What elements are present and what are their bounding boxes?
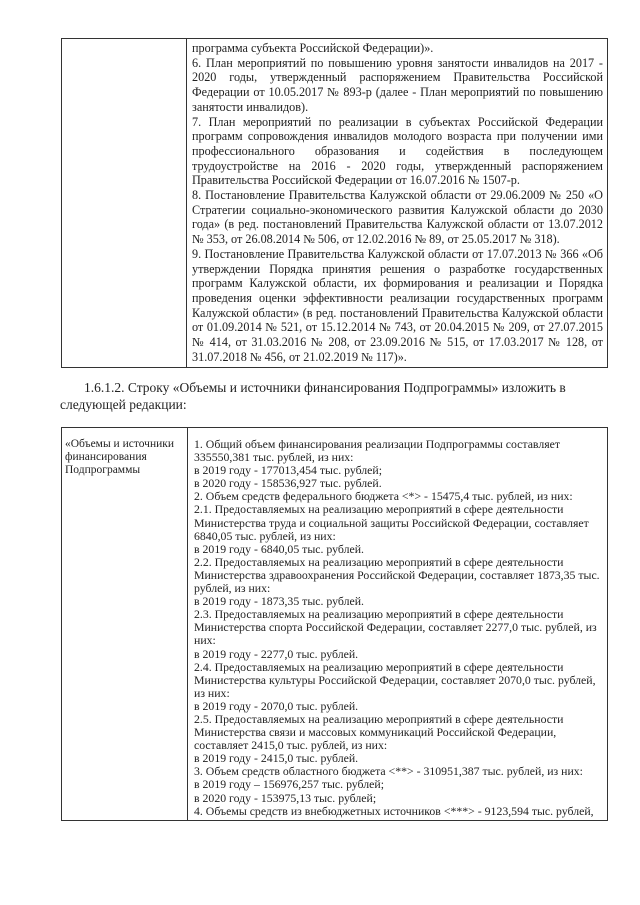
funding-line: 1. Общий объем финансирования реализации Подпрограммы составляет 335550,381 тыс. рублей, из них:	[194, 437, 561, 465]
funding-line: 2.3. Предоставляемых на реализацию мероприятий в сфере деятельности Министерства спорта Российской Федерации, составляет 2277,0 тыс. рублей, из них:	[194, 607, 597, 648]
funding-label-line: «Объемы и источники	[65, 438, 174, 450]
paragraph-item-6: 6. План мероприятий по повышению уровня занятости инвалидов на 2017 - 2020 годы, утвержденный распоряжением Правительства Российской Федерации от 10.05.2017 № 893-р (далее - План мероприятий по повышению занятости инвалидов).	[192, 55, 603, 114]
funding-line: в 2019 году - 177013,454 тыс. рублей;	[194, 463, 383, 478]
paragraph-item-7: 7. План мероприятий по реализации в субъектах Российской Федерации программ сопровождения инвалидов молодого возраста при получении ими профессионального образования и содействия в последующем трудоустройстве на 2016 - 2020 годы, утвержденный распоряжением Правительства Российской Федерации от 16.07.2016 № 1507-р.	[192, 114, 603, 188]
funding-line: 2.1. Предоставляемых на реализацию мероприятий в сфере деятельности Министерства труда и социальной защиты Российской Федерации, составляет 6840,05 тыс. рублей, из них:	[194, 502, 589, 543]
funding-line: 2.5. Предоставляемых на реализацию мероприятий в сфере деятельности Министерства связи и массовых коммуникаций Российской Федерации, составляет 2415,0 тыс. рублей, из них:	[194, 711, 564, 753]
amendment-line-1: 1.6.1.2. Строку «Объемы и источники финансирования Подпрограммы» изложить в	[84, 380, 566, 395]
funding-line: 2. Объем средств федерального бюджета <*> - 15475,4 тыс. рублей, из них:	[194, 489, 573, 504]
funding-line: 2.2. Предоставляемых на реализацию мероприятий в сфере деятельности Министерства здравоохранения Российской Федерации, составляет 1873,35 тыс. рублей, из них:	[194, 554, 600, 596]
funding-line: 3. Объем средств областного бюджета <**> - 310951,387 тыс. рублей, из них:	[194, 764, 583, 779]
amendment-instruction	[60, 379, 610, 413]
table-left-cell	[62, 39, 187, 368]
funding-line: в 2019 году - 6840,05 тыс. рублей.	[194, 541, 364, 556]
amendment-line-2: следующей редакции:	[60, 397, 187, 412]
funding-table	[61, 427, 608, 821]
funding-line: в 2019 году - 2415,0 тыс. рублей.	[194, 751, 359, 766]
funding-label-line: Подпрограммы	[65, 464, 141, 476]
funding-line: 2.4. Предоставляемых на реализацию мероприятий в сфере деятельности Министерства культуры Российской Федерации, составляет 2070,0 тыс. рублей, из них:	[194, 659, 596, 700]
funding-line: в 2019 году - 2277,0 тыс. рублей.	[194, 646, 359, 661]
paragraph-item-9: 9. Постановление Правительства Калужской области от 17.07.2013 № 366 «Об утверждении Порядка принятия решения о разработке государственных программ Калужской области, их формирования и реализации и Порядка проведения оценки эффективности реализации государственных программ Калужской области» (в ред. постановлений Правительства Калужской области от 01.09.2014 № 521, от 15.12.2014 № 743, от 20.04.2015 № 209, от 27.07.2015 № 414, от 31.03.2016 № 208, от 23.09.2016 № 515, от 17.03.2017 № 128, от 31.07.2018 № 456, от 21.02.2019 № 117)».	[192, 246, 603, 364]
legal-basis-table	[61, 38, 608, 368]
funding-line: в 2020 году - 153975,13 тыс. рублей;	[194, 790, 377, 805]
funding-line: 4. Объемы средств из внебюджетных источников <***> - 9123,594 тыс. рублей,	[194, 803, 594, 818]
funding-label-cell	[62, 428, 188, 821]
funding-line: в 2019 году – 156976,257 тыс. рублей;	[194, 777, 384, 792]
funding-line: в 2020 году - 158536,927 тыс. рублей.	[194, 476, 382, 491]
paragraph-item-8: 8. Постановление Правительства Калужской области от 29.06.2009 № 250 «О Стратегии социально-экономического развития Калужской области до 2030 года» (в ред. постановлений Правительства Калужской области от 13.07.2012 № 353, от 26.08.2014 № 506, от 12.02.2016 № 89, от 25.05.2017 № 318).	[192, 188, 603, 247]
table-right-cell	[187, 39, 608, 368]
funding-content-cell	[188, 428, 608, 821]
paragraph-continuation: программа субъекта Российской Федерации)».	[192, 41, 434, 55]
funding-line: в 2019 году - 1873,35 тыс. рублей.	[194, 594, 364, 609]
funding-label-line: финансирования	[65, 451, 147, 463]
funding-line: в 2019 году - 2070,0 тыс. рублей.	[194, 698, 359, 713]
